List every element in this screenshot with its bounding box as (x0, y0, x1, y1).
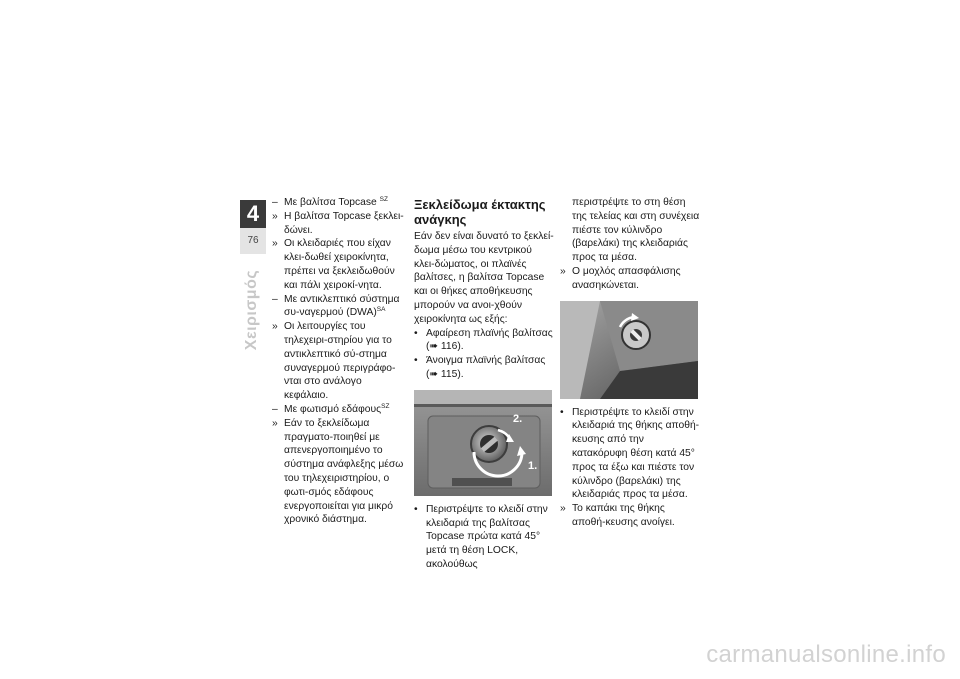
list-item: » Οι λειτουργίες του τηλεχειρι-στηρίου για το αντικλεπτικό σύ-στημα συναγερμού περιγράφο-νται στο ανάλογο κεφάλαιο. (272, 321, 396, 402)
list-item: » Εάν το ξεκλείδωμα πραγματο-ποιηθεί με απενεργοποιημένο το σύστημα ανάφλεξης μέσω του τηλεχειριστηρίου, ο φωτι-σμός εδάφους ενεργοποιείται για μικρό χρονικό διάστημα. (272, 417, 404, 526)
list-item: – Με αντικλεπτικό σύστημα συ-ναγερμού (DWA)$^{SA}$ (272, 293, 400, 319)
section-heading: Ξεκλείδωμα έκτακτης ανάγκης (414, 197, 546, 227)
intro-paragraph: Εάν δεν είναι δυνατό το ξεκλεί-δωμα μέσω του κεντρικού κλει-δώματος, οι πλαϊνές βαλίτσες, η βαλίτσα Topcase και οι θήκες αποθήκευσης μπορούν να ανοι-χθούν χειροκίνητα ως εξής: (414, 231, 554, 325)
chapter-side-title-text: Χειρισμός (243, 269, 260, 350)
topcase-lock-photo (414, 390, 552, 496)
storage-compartment-lock-photo (560, 301, 698, 399)
list-item: περιστρέψτε το στη θέση της τελείας και στη συνέχεια πιέστε τον κύλινδρο (βαρελάκι) της κλειδαριάς προς τα μέσα. (572, 197, 700, 264)
column-2 (414, 196, 554, 572)
list-item: » Ο μοχλός απασφάλισης ανασηκώνεται. (560, 265, 681, 291)
topcase-lock-illustration (414, 390, 552, 496)
page-number: 76 (240, 228, 266, 254)
column-1 (272, 196, 407, 527)
list-item: • Περιστρέψτε το κλειδί στην κλειδαριά της βαλίτσας Topcase πρώτα κατά 45° μετά τη θέση LOCK, ακολούθως (414, 503, 548, 570)
column-3 (560, 196, 700, 530)
step-1-label: 1. (528, 459, 538, 472)
list-item: » Οι κλειδαριές που είχαν κλει-δωθεί χειροκίνητα, πρέπει να ξεκλειδωθούν και πάλι χειροκί-νητα. (272, 238, 395, 291)
list-item: • Άνοιγμα πλαϊνής βαλίτσας (➠ 115). (414, 355, 546, 380)
chapter-number: 4 (240, 200, 266, 228)
step-2-label: 2. (513, 412, 523, 425)
list-item: » Το καπάκι της θήκης αποθή-κευσης ανοίγει. (560, 503, 675, 528)
chapter-side-title (241, 262, 263, 357)
list-item: – Με φωτισμό εδάφους$^{SZ}$ (272, 402, 390, 415)
storage-compartment-illustration (560, 301, 698, 399)
chapter-tab (240, 200, 266, 254)
footer-watermark: carmanualsonline.info (706, 641, 946, 668)
list-item: • Αφαίρεση πλαϊνής βαλίτσας (➠ 116). (414, 327, 553, 353)
list-item: » Η βαλίτσα Topcase ξεκλει-δώνει. (272, 210, 404, 236)
list-item: • Περιστρέψτε το κλειδί στην κλειδαριά της θήκης αποθή-κευσης από την κατακόρυφη θέση κατά 45° προς τα έξω και πιέστε τον κύλινδρο (βαρελάκι) της κλειδαριάς προς τα μέσα. (560, 406, 700, 501)
list-item: – Με βαλίτσα Topcase $^{SZ}$ (272, 196, 388, 208)
